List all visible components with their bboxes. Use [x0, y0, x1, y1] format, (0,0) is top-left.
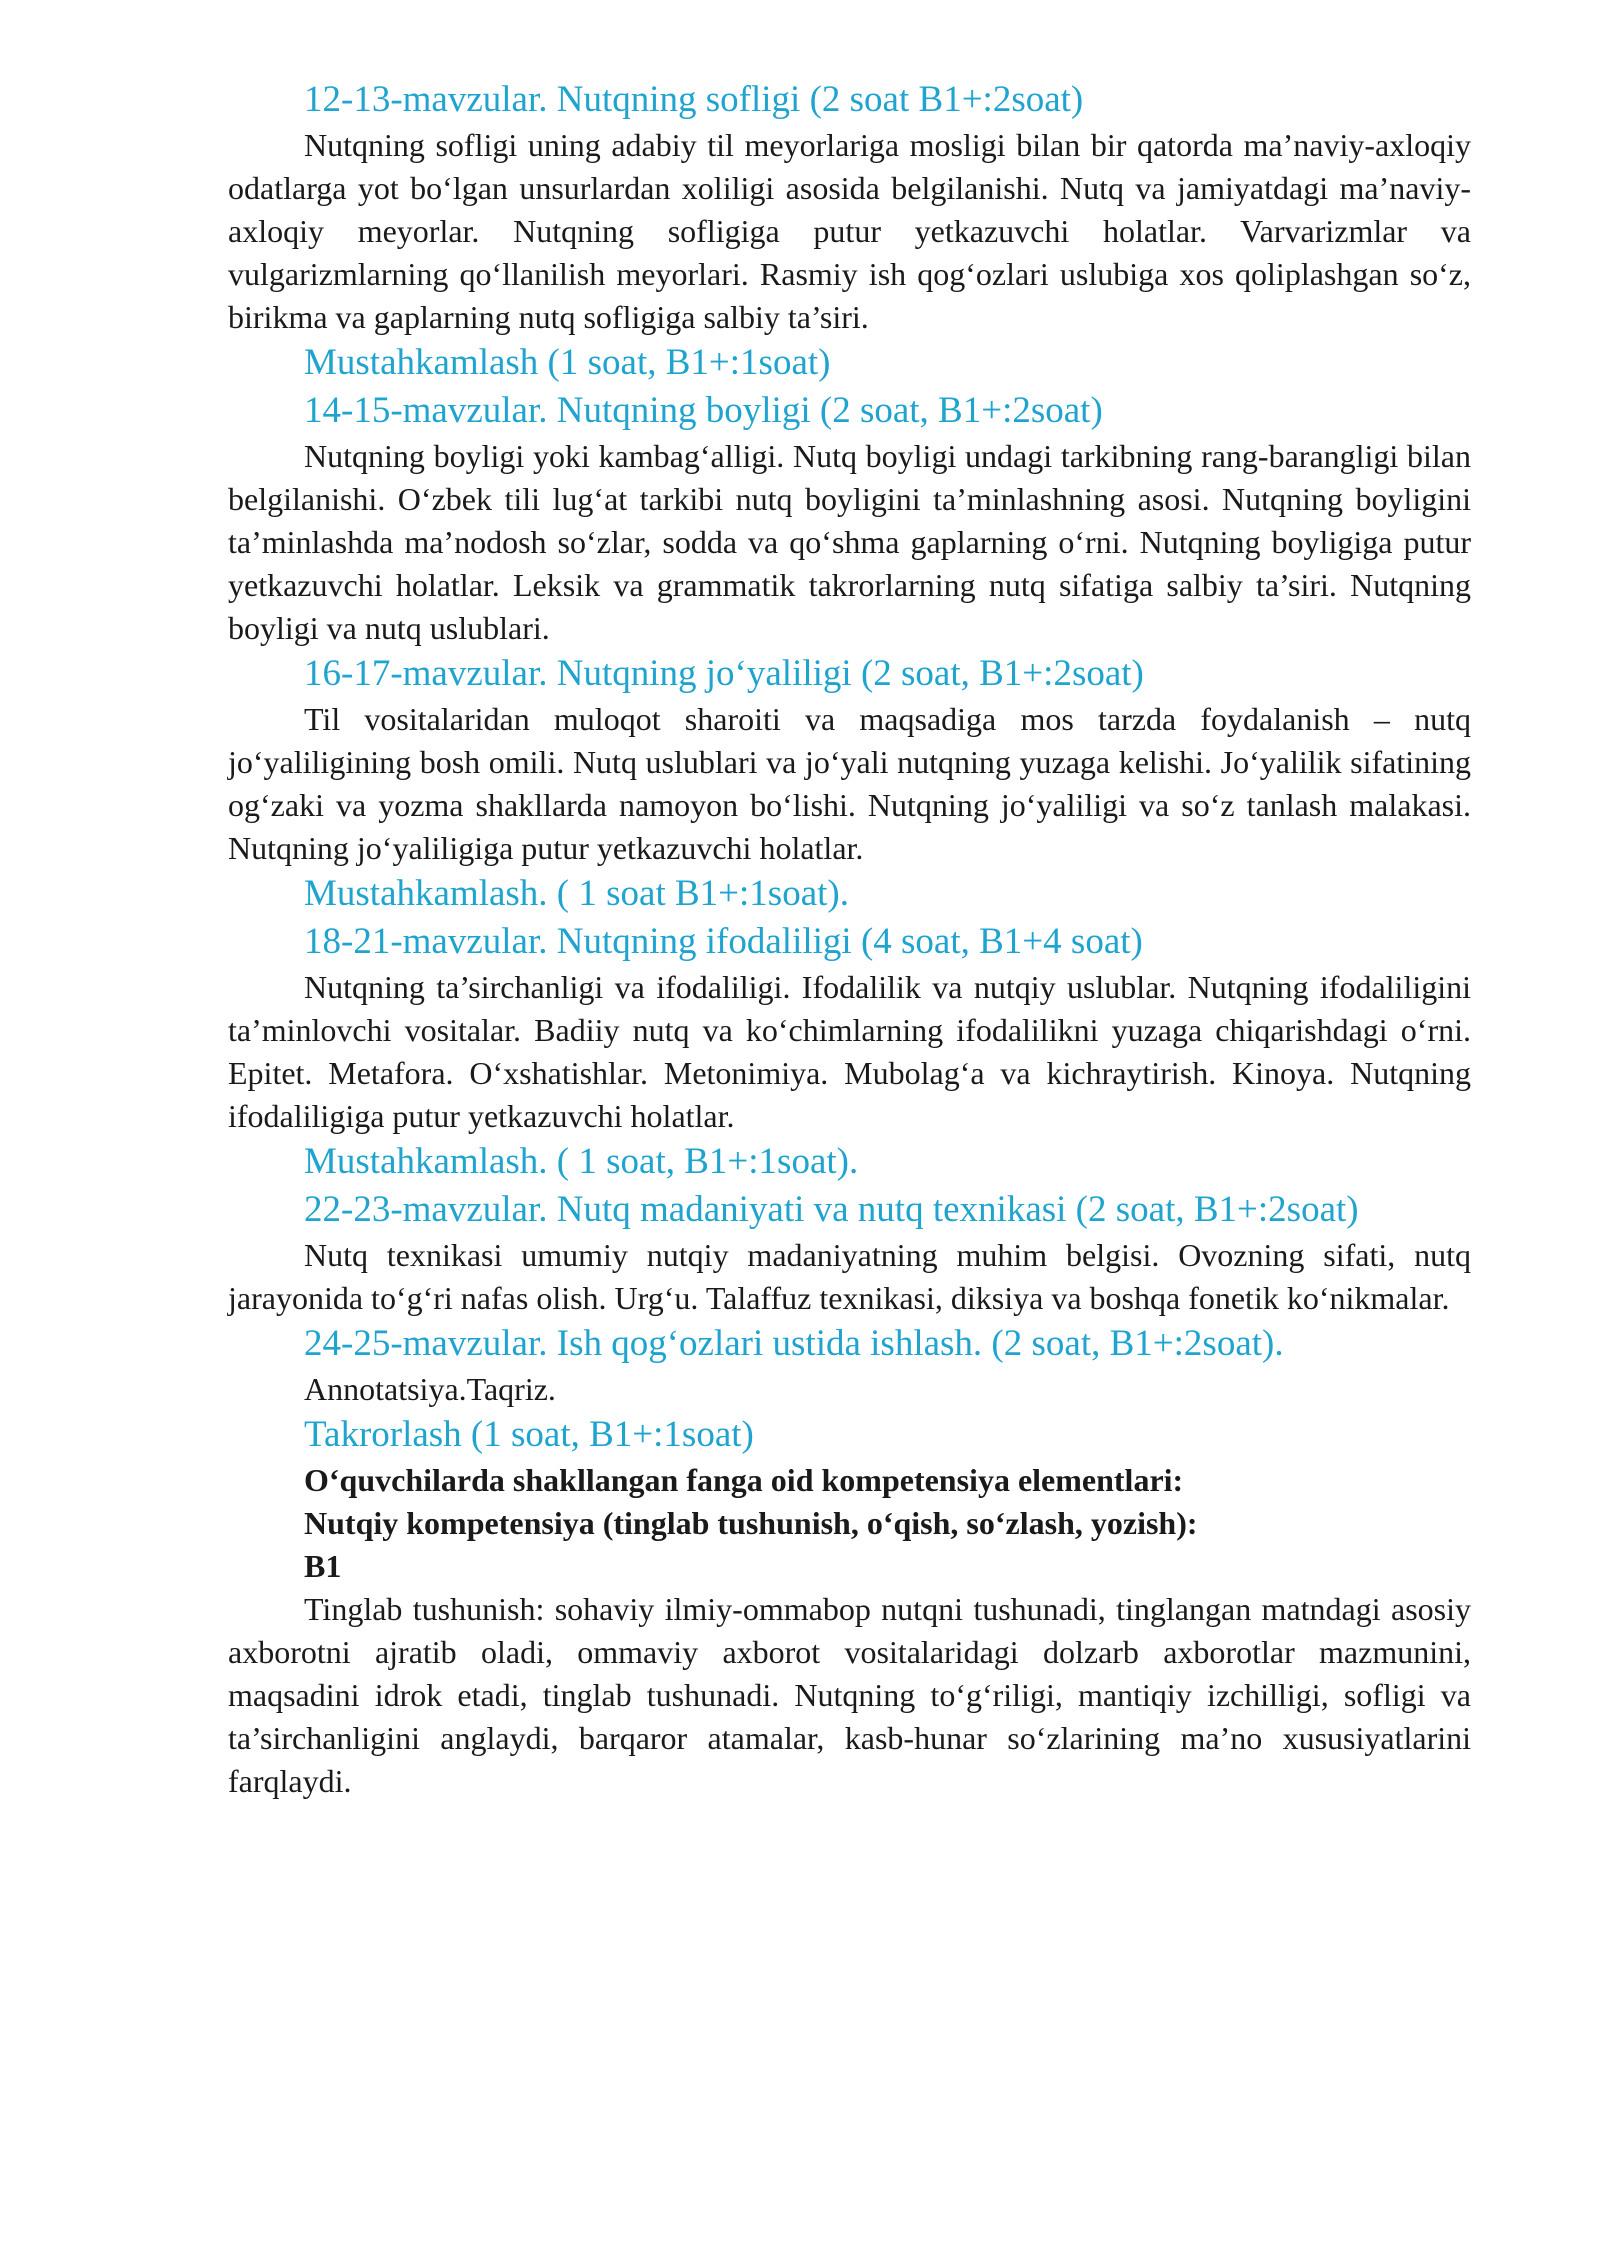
- paragraph-nutq-boyligi: Nutqning boyligi yoki kambag‘alligi. Nutq boyligi undagi tarkibning rang-barangligi bilan belgilanishi. O‘zbek tili lug‘at tarkibi nutq boyligini ta’minlashning asosi. Nutqning boyligini ta’minlashda ma’nodosh so‘zlar, sodda va qo‘shma gaplarning o‘rni. Nutqning boyligiga putur yetkazuvchi holatlar. Leksik va grammatik takrorlarning nutq sifatiga salbiy ta’siri. Nutqning boyligi va nutq uslublari.: [228, 438, 1471, 646]
- document-page: [228, 76, 1471, 1803]
- paragraph-annotatsiya: Annotatsiya.Taqriz.: [304, 1371, 556, 1407]
- paragraph-nutq-texnikasi: Nutq texnikasi umumiy nutqiy madaniyatning muhim belgisi. Ovozning sifati, nutq jarayonida to‘g‘ri nafas olish. Urg‘u. Talaffuz texnikasi, diksiya va boshqa fonetik ko‘nikmalar.: [228, 1237, 1471, 1316]
- section-heading-mustahkamlash-1: Mustahkamlash (1 soat, B1+:1soat): [304, 342, 831, 383]
- section-heading-takrorlash: Takrorlash (1 soat, B1+:1soat): [304, 1414, 754, 1455]
- section-heading-mustahkamlash-2: Mustahkamlash. ( 1 soat B1+:1soat).: [304, 873, 849, 914]
- section-heading-12-13: 12-13-mavzular. Nutqning sofligi (2 soat B1+:2soat): [304, 79, 1084, 120]
- section-heading-16-17: 16-17-mavzular. Nutqning jo‘yaliligi (2 soat, B1+:2soat): [304, 653, 1144, 694]
- section-heading-22-23: 22-23-mavzular. Nutq madaniyati va nutq texnikasi (2 soat, B1+:2soat): [304, 1189, 1359, 1230]
- bold-heading-kompetensiya: O‘quvchilarda shakllangan fanga oid kompetensiya elementlari:: [304, 1462, 1184, 1498]
- paragraph-nutq-joyaliligi: Til vositalaridan muloqot sharoiti va maqsadiga mos tarzda foydalanish – nutq jo‘yaliligining bosh omili. Nutq uslublari va jo‘yali nutqning yuzaga kelishi. Jo‘yalilik sifatining og‘zaki va yozma shakllarda namoyon bo‘lishi. Nutqning jo‘yaliligi va so‘z tanlash malakasi. Nutqning jo‘yaliligiga putur yetkazuvchi holatlar.: [228, 701, 1471, 866]
- bold-heading-b1: B1: [304, 1548, 342, 1584]
- section-heading-mustahkamlash-3: Mustahkamlash. ( 1 soat, B1+:1soat).: [304, 1141, 859, 1182]
- section-heading-18-21: 18-21-mavzular. Nutqning ifodaliligi (4 soat, B1+4 soat): [304, 921, 1143, 962]
- section-heading-24-25: 24-25-mavzular. Ish qog‘ozlari ustida ishlash. (2 soat, B1+:2soat).: [304, 1323, 1284, 1364]
- paragraph-tinglab-tushunish: Tinglab tushunish: sohaviy ilmiy-ommabop nutqni tushunadi, tinglangan matndagi asosiy axborotni ajratib oladi, ommaviy axborot vositalaridagi dolzarb axborotlar mazmunini, maqsadini idrok etadi, tinglab tushunadi. Nutqning to‘g‘riligi, mantiqiy izchilligi, sofligi va ta’sirchanligini anglaydi, barqaror atamalar, kasb-hunar so‘zlarining ma’no xususiyatlarini farqlaydi.: [228, 1591, 1471, 1799]
- paragraph-nutq-ifodaliligi: Nutqning ta’sirchanligi va ifodaliligi. Ifodalilik va nutqiy uslublar. Nutqning ifodaliligini ta’minlovchi vositalar. Badiiy nutq va ko‘chimlarning ifodalilikni yuzaga chiqarishdagi o‘rni. Epitet. Metafora. O‘xshatishlar. Metonimiya. Mubolag‘a va kichraytirish. Kinoya. Nutqning ifodaliligiga putur yetkazuvchi holatlar.: [228, 969, 1471, 1134]
- paragraph-nutq-sofligi: Nutqning sofligi uning adabiy til meyorlariga mosligi bilan bir qatorda ma’naviy-axloqiy odatlarga yot bo‘lgan unsurlardan xoliligi asosida belgilanishi. Nutq va jamiyatdagi ma’naviy-axloqiy meyorlar. Nutqning sofligiga putur yetkazuvchi holatlar. Varvarizmlar va vulgarizmlarning qo‘llanilish meyorlari. Rasmiy ish qog‘ozlari uslubiga xos qoliplashgan so‘z, birikma va gaplarning nutq sofligiga salbiy ta’siri.: [228, 127, 1471, 335]
- section-heading-14-15: 14-15-mavzular. Nutqning boyligi (2 soat, B1+:2soat): [304, 390, 1103, 431]
- bold-heading-nutqiy-kompetensiya: Nutqiy kompetensiya (tinglab tushunish, o‘qish, so‘zlash, yozish):: [304, 1505, 1198, 1541]
